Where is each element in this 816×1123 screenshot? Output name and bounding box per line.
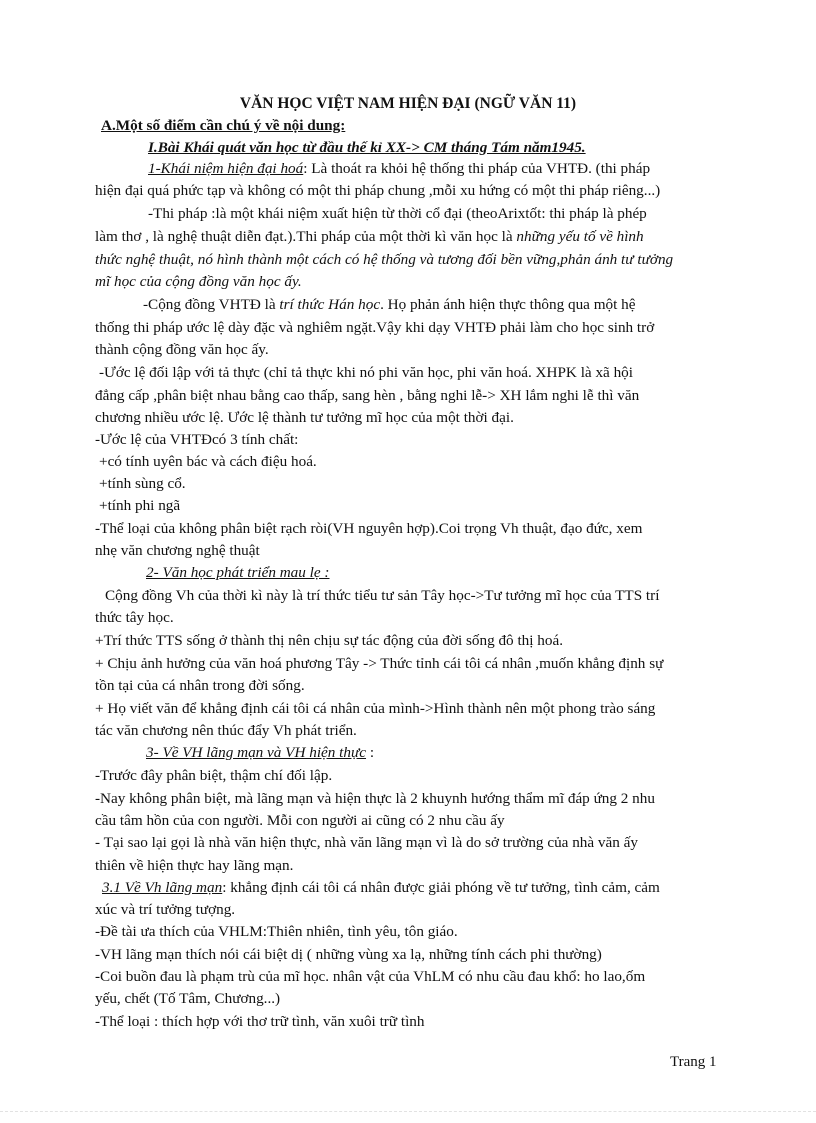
text-run: -Cộng đồng VHTĐ là [143, 296, 280, 313]
subheading-2: 2- Văn học phát triển mau lẹ : [146, 564, 330, 581]
italic-run: trí thức Hán học [279, 296, 381, 313]
lesson-i-heading: I.Bài Khái quát văn học từ đầu thế kỉ XX-> CM tháng Tám năm1945. [148, 139, 586, 156]
text-run: : [366, 744, 375, 761]
subheading-3-line [146, 743, 374, 763]
paragraph-line: cầu tâm hồn của con người. Mỗi con người ai cũng có 2 nhu cầu ấy [95, 812, 505, 829]
paragraph-line: +Trí thức TTS sống ở thành thị nên chịu sự tác động của đời sống đô thị hoá. [95, 632, 563, 649]
paragraph-line: -Ước lệ đối lập với tả thực (chỉ tả thực khi nó phi văn học, phi văn hoá. XHPK là xã hội [99, 364, 633, 381]
text-run: . Họ phản ánh hiện thực thông qua một hệ [380, 296, 636, 313]
paragraph-line: -Thể loại : thích hợp với thơ trữ tình, văn xuôi trữ tình [95, 1013, 425, 1030]
paragraph-line: -VH lãng mạn thích nói cái biệt dị ( những vùng xa lạ, những tính cách phi thường) [95, 946, 602, 963]
page-title: VĂN HỌC VIỆT NAM HIỆN ĐẠI (NGỮ VĂN 11) [239, 95, 577, 112]
list-item: +có tính uyên bác và cách điệu hoá. [99, 453, 317, 470]
paragraph-line: -Trước đây phân biệt, thậm chí đối lập. [95, 767, 333, 784]
text-run: : khẳng định cái tôi cá nhân được giải phóng về tư tưởng, tình cảm, cảm [222, 879, 660, 896]
paragraph-line: -Thi pháp :là một khái niệm xuất hiện từ thời cổ đại (theoArixtốt: thi pháp là phép [148, 205, 647, 222]
paragraph-line: xúc và trí tưởng tượng. [95, 901, 236, 918]
paragraph-line: hiện đại quá phức tạp và không có một thi pháp chung ,mỗi xu hứng có một thi pháp riêng...) [95, 182, 661, 199]
paragraph-line: thức tây học. [95, 609, 174, 626]
paragraph-line: yếu, chết (Tố Tâm, Chương...) [95, 990, 281, 1007]
paragraph-line: + Chịu ảnh hưởng của văn hoá phương Tây -> Thức tỉnh cái tôi cá nhân ,muốn khẳng định sự [95, 655, 664, 672]
section-a-heading: A.Một số điểm cần chú ý về nội dung: [101, 117, 346, 134]
list-item: +tính phi ngã [99, 497, 181, 514]
subheading-3-1: 3.1 Về Vh lãng mạn [102, 879, 223, 896]
paragraph-line: tác văn chương nên thúc đẩy Vh phát triển. [95, 722, 357, 739]
paragraph-line [143, 295, 635, 315]
list-item: +tính sùng cổ. [99, 475, 186, 492]
page-number: Trang 1 [670, 1054, 717, 1070]
page-bottom-divider [0, 1111, 816, 1112]
paragraph-line [102, 878, 660, 898]
paragraph-line: nhẹ văn chương nghệ thuật [95, 542, 260, 559]
paragraph-line: mĩ học của cộng đồng văn học ấy. [95, 273, 302, 290]
paragraph-line: thống thi pháp ước lệ dày đặc và nghiêm ngặt.Vậy khi dạy VHTĐ phải làm cho học sinh trở [95, 319, 655, 336]
italic-run: những yếu tố về hình [516, 228, 644, 245]
paragraph-line: -Thể loại của không phân biệt rạch ròi(VH nguyên hợp).Coi trọng Vh thuật, đạo đức, xem [95, 520, 643, 537]
list-item: -Ước lệ của VHTĐcó 3 tính chất: [95, 431, 299, 448]
paragraph-line: thành cộng đồng văn học ấy. [95, 341, 269, 358]
paragraph-line [95, 227, 644, 247]
text-run: làm thơ , là nghệ thuật diễn đạt.).Thi pháp của một thời kì văn học là [95, 228, 517, 245]
paragraph-line: thiên về hiện thực hay lãng mạn. [95, 857, 294, 874]
paragraph-line: thức nghệ thuật, nó hình thành một cách có hệ thống và tương đối bền vững,phản ánh tư tưởng [95, 251, 674, 268]
paragraph-line: -Coi buồn đau là phạm trù của mĩ học. nhân vật của VhLM có nhu cầu đau khổ: ho lao,ốm [95, 968, 646, 985]
paragraph-line: đẳng cấp ,phân biệt nhau bằng cao thấp, sang hèn , bằng nghi lễ-> XH lắm nghi lễ thì văn [95, 387, 640, 404]
paragraph-line: chương nhiều ước lệ. Ước lệ thành tư tưởng mĩ học của một thời đại. [95, 409, 514, 426]
paragraph-line: Cộng đồng Vh của thời kì này là trí thức tiểu tư sản Tây học->Tư tưởng mĩ học của TTS trí [105, 587, 660, 604]
text-run: : Là thoát ra khỏi hệ thống thi pháp của VHTĐ. (thi pháp [303, 160, 651, 177]
paragraph-line: - Tại sao lại gọi là nhà văn hiện thực, nhà văn lãng mạn vì là do sở trường của nhà văn ấy [95, 834, 638, 851]
paragraph-line [148, 159, 650, 179]
paragraph-line: -Nay không phân biệt, mà lãng mạn và hiện thực là 2 khuynh hướng thẩm mĩ đáp ứng 2 nhu [95, 790, 655, 807]
paragraph-line: + Họ viết văn để khẳng định cái tôi cá nhân của mình->Hình thành nên một phong trào sáng [95, 700, 656, 717]
paragraph-line: -Đề tài ưa thích của VHLM:Thiên nhiên, tình yêu, tôn giáo. [95, 923, 458, 940]
paragraph-line: tồn tại của cá nhân trong đời sống. [95, 677, 305, 694]
subheading-1: 1-Khái niệm hiện đại hoá [148, 160, 304, 177]
subheading-3: 3- Về VH lãng mạn và VH hiện thực [146, 744, 367, 761]
